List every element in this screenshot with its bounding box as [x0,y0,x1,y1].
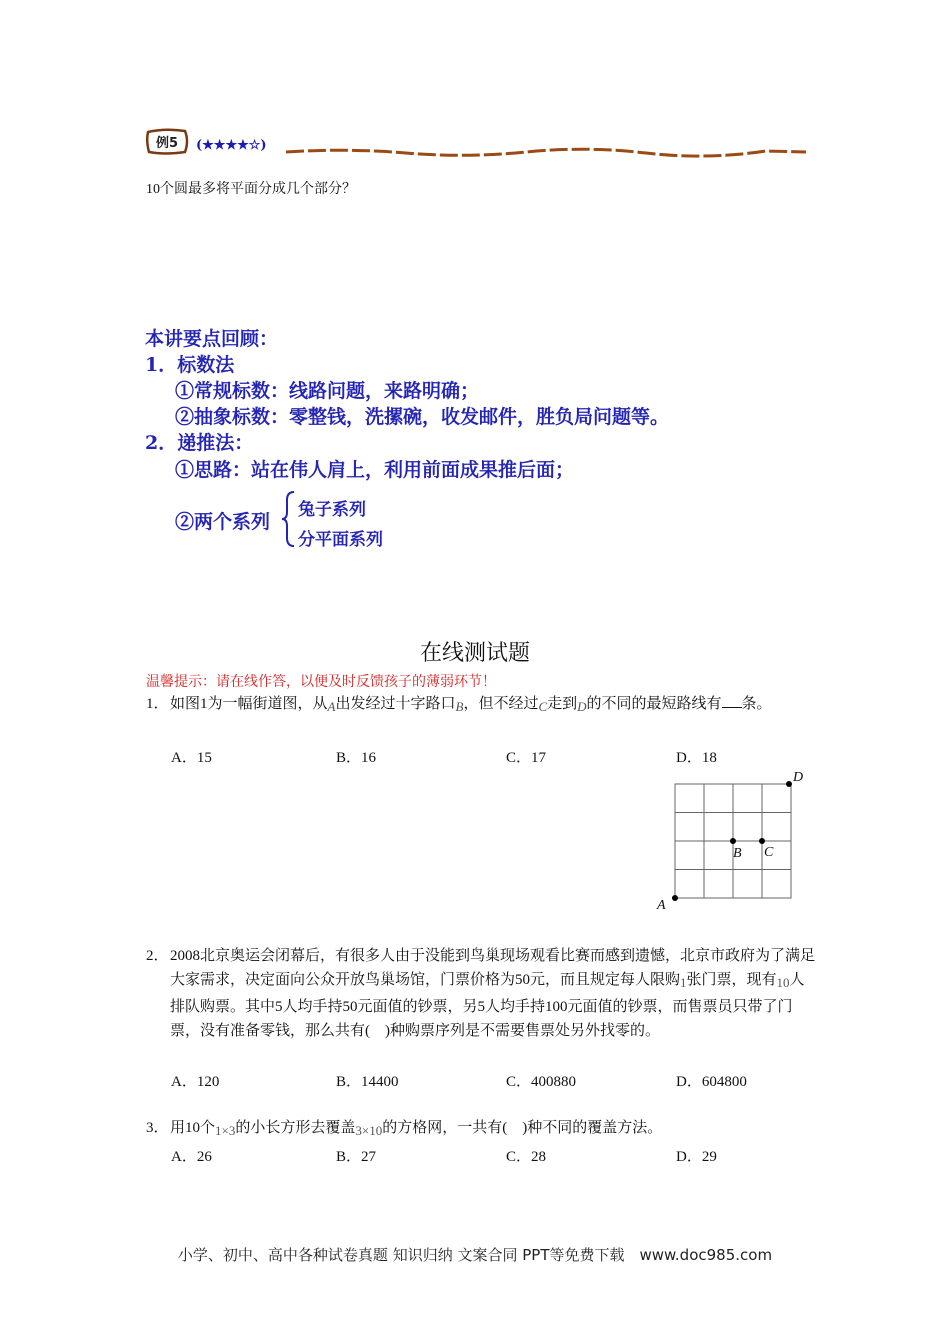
review-item-2a: ①思路：站在伟人肩上，利用前面成果推后面； [175,459,575,481]
review-item-2b: ②两个系列 [175,511,271,533]
example-badge [145,126,191,156]
q2-option-d[interactable]: D．604800 [676,1074,747,1090]
example-question: 10个圆最多将平面分成几个部分？ [146,182,356,197]
point-c [759,838,765,844]
review-item-1b: ②抽象标数：零整钱，洗摞碗，收发邮件，胜负局问题等。 [175,406,670,428]
tip-text: 温馨提示：请在线作答，以便及时反馈孩子的薄弱环节！ [146,675,496,690]
question-2-text [170,944,815,1043]
example-badge-label: 例5 [155,136,179,151]
q2-option-b[interactable]: B．14400 [336,1074,399,1090]
q3-option-d[interactable]: D．29 [676,1149,717,1165]
q3-option-a[interactable]: A．26 [171,1149,212,1165]
math-1x3: 1×3 [215,1123,236,1138]
label-a: A [657,898,666,913]
question-2-number: 2． [146,948,169,964]
q1-option-d[interactable]: D．18 [676,750,717,766]
review-item-2: 2．递推法： [145,432,254,454]
math-3x10: 3×10 [355,1123,383,1138]
q1-text-part: 条。 [741,696,772,712]
q2-text-part: 人排队购票。其中5人均手持50元面值的钞票，另5人均手持100元面值的钞票，而售票员只带了门票，没有准备零钱，那么共有( )种购票序列是不需要售票处另外找零的。 [170,972,805,1039]
q2-text-part: 张门票，现有 [686,972,777,988]
page-footer: 小学、初中、高中各种试卷真题 知识归纳 文案合同 PPT等免费下载 www.doc985.com [177,1246,773,1264]
point-a [672,895,678,901]
math-A: A [327,699,336,714]
q1-text-part: 走到 [547,696,578,712]
math-C: C [538,699,548,714]
review-item-1a: ①常规标数：线路问题，来路明确； [175,380,480,402]
q3-text-part: 用10个 [170,1120,216,1136]
question-3-text [170,1116,815,1143]
street-grid-figure [650,765,820,917]
decorative-rule [186,144,808,158]
label-c: C [764,845,774,860]
q2-text-part: 2008北京奥运会闭幕后，有很多人由于没能到鸟巢现场观看比赛而感到遗憾，北京市政府为了满足大家需求，决定面向公众开放鸟巢场馆，门票价格为50元，而且规定每人限购 [170,948,816,988]
math-10: 10 [776,975,790,990]
question-1-number: 1． [146,696,169,712]
review-series-1: 兔子系列 [298,500,366,520]
q3-option-c[interactable]: C．28 [506,1149,547,1165]
q1-option-a[interactable]: A．15 [171,750,212,766]
review-series-2: 分平面系列 [298,530,383,550]
q3-text-part: 的方格网，一共有( )种不同的覆盖方法。 [382,1120,663,1136]
q1-text-part: ，但不经过 [463,696,539,712]
math-B: B [455,699,464,714]
question-3-number: 3． [146,1120,169,1136]
difficulty-stars: (★★★★☆) [196,138,267,153]
q2-option-a[interactable]: A．120 [171,1074,220,1090]
q2-option-c[interactable]: C．400880 [506,1074,577,1090]
math-1: 1 [680,975,687,990]
review-title: 本讲要点回顾： [145,328,279,350]
q1-option-b[interactable]: B．16 [336,750,377,766]
q3-text-part: 的小长方形去覆盖 [235,1120,356,1136]
label-b: B [733,846,742,861]
section-title: 在线测试题 [419,640,530,665]
math-D: D [577,699,587,714]
point-b [730,838,736,844]
q1-text-part: 的不同的最短路线有 [586,696,722,712]
label-d: D [793,770,804,785]
question-1-text [170,692,815,719]
curly-brace-icon [280,490,296,548]
q1-text-part: 出发经过十字路口 [335,696,456,712]
answer-blank[interactable] [722,693,742,708]
q3-option-b[interactable]: B．27 [336,1149,377,1165]
q1-option-c[interactable]: C．17 [506,750,547,766]
review-item-1: 1．标数法 [145,354,235,376]
point-d [786,781,792,787]
q1-text-part: 如图1为一幅街道图，从 [170,696,328,712]
